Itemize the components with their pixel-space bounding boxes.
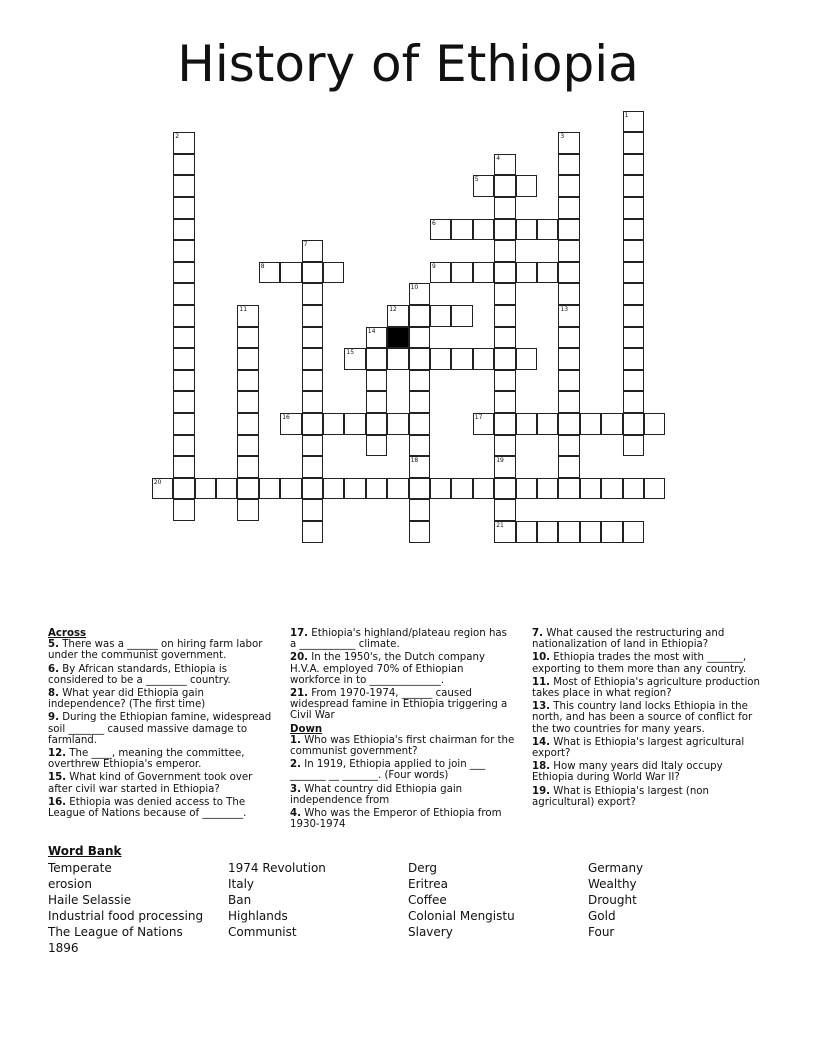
crossword-cell[interactable] [580, 478, 601, 500]
crossword-cell[interactable] [344, 478, 365, 500]
crossword-cell[interactable] [173, 413, 194, 435]
clue-number: 7. [532, 628, 543, 639]
crossword-cell[interactable] [558, 262, 579, 284]
crossword-cell[interactable] [558, 154, 579, 176]
crossword-cell[interactable] [494, 219, 515, 241]
crossword-cell[interactable] [409, 348, 430, 370]
clue-text: What kind of Government took over after civil war started in Ethiopia? [48, 772, 253, 795]
crossword-cell[interactable] [302, 262, 323, 284]
crossword-cell[interactable] [601, 478, 622, 500]
cell-number: 17 [474, 414, 483, 421]
across-header: Across [48, 628, 87, 639]
down-clue-list-continued [532, 628, 762, 808]
clue-number: 18. [532, 761, 551, 773]
cell-number: 5 [474, 176, 479, 184]
clue [48, 748, 278, 770]
crossword-cell[interactable] [173, 240, 194, 262]
crossword-cell[interactable] [623, 305, 644, 327]
crossword-cell[interactable] [237, 456, 258, 478]
clue-number: 12. [48, 748, 67, 760]
word-bank-entry: Derg [408, 861, 437, 875]
crossword-cell[interactable] [558, 478, 579, 500]
crossword-cell[interactable] [409, 435, 430, 457]
crossword-cell[interactable] [623, 111, 644, 133]
word-bank-entry: 1896 [48, 941, 79, 955]
crossword-cell[interactable] [173, 262, 194, 284]
crossword-cell[interactable] [623, 219, 644, 241]
crossword-cell[interactable] [623, 348, 644, 370]
crossword-cell[interactable] [580, 521, 601, 543]
crossword-cell[interactable] [494, 197, 515, 219]
clue-text: During the Ethiopian famine, widespread soil _______ caused massive damage to farmland. [48, 712, 272, 746]
crossword-cell[interactable] [173, 132, 194, 154]
crossword-cell[interactable] [323, 413, 344, 435]
crossword-cell[interactable] [558, 521, 579, 543]
cell-number: 4 [496, 154, 501, 162]
cell-number: 12 [389, 306, 397, 313]
crossword-cell[interactable] [237, 370, 258, 392]
clue [532, 786, 762, 808]
crossword-cell[interactable] [280, 478, 301, 500]
clue-text: What year did Ethiopia gain independence? (The first time) [48, 688, 206, 711]
crossword-cell[interactable] [516, 175, 537, 197]
crossword-cell[interactable] [173, 456, 194, 478]
crossword-cell[interactable] [494, 413, 515, 435]
clue-number: 4. [290, 808, 301, 820]
clue-number: 16. [48, 796, 67, 808]
crossword-cell[interactable] [259, 478, 280, 500]
crossword-cell[interactable] [173, 175, 194, 197]
crossword-cell[interactable] [216, 478, 237, 500]
clue [532, 737, 762, 759]
crossword-cell[interactable] [558, 197, 579, 219]
crossword-cell[interactable] [173, 219, 194, 241]
clue-number: 10. [532, 652, 551, 664]
crossword-cell[interactable] [451, 262, 472, 284]
page-title: History of Ethiopia [177, 35, 639, 93]
crossword-cell[interactable] [623, 391, 644, 413]
crossword-cell[interactable] [558, 132, 579, 154]
crossword-cell[interactable] [494, 521, 515, 543]
clue [290, 808, 515, 830]
clue-text: From 1970-1974, ______ caused widespread famine in Ethiopia triggering a Civil War [290, 688, 508, 722]
word-bank-entry: erosion [48, 877, 92, 891]
cell-number: 14 [367, 327, 376, 335]
crossword-cell[interactable] [409, 499, 430, 521]
crossword-cell[interactable] [237, 413, 258, 435]
crossword-cell[interactable] [644, 478, 665, 500]
crossword-cell[interactable] [409, 283, 430, 305]
cell-number: 8 [260, 262, 265, 270]
clue-text: What caused the restructuring and nationalization of land in Ethiopia? [532, 628, 725, 651]
crossword-cell[interactable] [558, 175, 579, 197]
word-bank-entry: Highlands [228, 909, 288, 923]
word-bank-entry: Ban [228, 893, 252, 907]
cell-number: 13 [560, 306, 569, 313]
clue-text: Who was the Emperor of Ethiopia from 1930-1974 [290, 808, 502, 831]
word-bank-entry: 1974 Revolution [228, 861, 326, 875]
crossword-cell[interactable] [473, 175, 494, 197]
crossword-cell[interactable] [623, 240, 644, 262]
crossword-cell[interactable] [237, 348, 258, 370]
crossword-cell[interactable] [537, 413, 558, 435]
crossword-cell[interactable] [173, 391, 194, 413]
crossword-cell[interactable] [558, 413, 579, 435]
word-bank-entry: Eritrea [408, 877, 448, 891]
crossword-cell[interactable] [558, 283, 579, 305]
crossword-cell[interactable] [473, 219, 494, 241]
clue-number: 11. [532, 676, 551, 688]
word-bank-entry: Italy [228, 877, 255, 891]
cell-number: 1 [624, 111, 629, 119]
clue [290, 652, 515, 686]
crossword-cell[interactable] [623, 435, 644, 457]
crossword-cell[interactable] [494, 283, 515, 305]
word-bank-entry: Gold [588, 909, 616, 923]
crossword-cell[interactable] [409, 456, 430, 478]
crossword-cell[interactable] [623, 283, 644, 305]
cell-number: 9 [432, 262, 436, 270]
crossword-cell[interactable] [494, 499, 515, 521]
crossword-cell[interactable] [302, 370, 323, 392]
word-bank-entry: Communist [228, 925, 297, 939]
word-bank-entry: Colonial Mengistu [408, 909, 515, 923]
crossword-cell[interactable] [473, 262, 494, 284]
crossword-cell[interactable] [494, 435, 515, 457]
across-clue-list [48, 639, 278, 819]
crossword-cell[interactable] [366, 348, 387, 370]
across-clue-list-continued [290, 628, 515, 722]
crossword-cell[interactable] [302, 348, 323, 370]
word-bank-entry: Coffee [408, 893, 447, 907]
crossword-cell[interactable] [302, 391, 323, 413]
crossword-cell[interactable] [366, 413, 387, 435]
crossword-cell[interactable] [623, 175, 644, 197]
crossword-cell[interactable] [537, 262, 558, 284]
clue-number: 5. [48, 639, 59, 651]
cell-number: 6 [432, 219, 436, 227]
crossword-cell[interactable] [494, 370, 515, 392]
clue-text: By African standards, Ethiopia is considered to be a ________ country. [48, 663, 231, 686]
crossword-cell[interactable] [387, 348, 408, 370]
crossword-cell[interactable] [280, 413, 301, 435]
crossword-cell[interactable] [302, 456, 323, 478]
word-bank-column [588, 860, 643, 940]
clue-number: 6. [48, 663, 59, 675]
crossword-cell[interactable] [344, 413, 365, 435]
crossword-cell[interactable] [494, 391, 515, 413]
crossword-cell[interactable] [237, 435, 258, 457]
crossword-cell[interactable] [173, 154, 194, 176]
crossword-cell[interactable] [323, 478, 344, 500]
crossword-cell[interactable] [430, 219, 451, 241]
crossword-cell[interactable] [302, 499, 323, 521]
crossword-cell[interactable] [601, 521, 622, 543]
crossword-cell[interactable] [537, 478, 558, 500]
crossword-cell[interactable] [558, 219, 579, 241]
crossword-cell[interactable] [237, 305, 258, 327]
clue-number: 9. [48, 712, 59, 724]
crossword-cell[interactable] [366, 478, 387, 500]
clue [532, 761, 762, 783]
crossword-cell[interactable] [516, 478, 537, 500]
crossword-cell[interactable] [195, 478, 216, 500]
clue-number: 13. [532, 701, 551, 713]
crossword-cell[interactable] [173, 435, 194, 457]
crossword-cell[interactable] [280, 262, 301, 284]
crossword-cell[interactable] [302, 305, 323, 327]
clue-text: What is Ethiopia's largest agricultural export? [532, 736, 745, 760]
crossword-cell[interactable] [558, 435, 579, 457]
word-bank-entry: The League of Nations [48, 925, 183, 939]
down-clue-list [290, 735, 515, 831]
cell-number: 20 [153, 478, 162, 486]
clue-text: How many years did Italy occupy Ethiopia during World War II? [532, 761, 723, 784]
clue-text: This country land locks Ethiopia in the north, and has been a source of conflict for the two countries for many years. [532, 701, 753, 735]
clue [532, 652, 762, 674]
clue [290, 628, 515, 650]
crossword-cell[interactable] [623, 327, 644, 349]
clues-column-1 [48, 628, 278, 821]
clue-text: Ethiopia trades the most with _______, exporting to them more than any country. [532, 652, 747, 675]
crossword-cell[interactable] [302, 283, 323, 305]
crossword-cell[interactable] [409, 478, 430, 500]
crossword-cell[interactable] [494, 262, 515, 284]
crossword-cell[interactable] [558, 305, 579, 327]
crossword-cell[interactable] [537, 521, 558, 543]
crossword-cell[interactable] [558, 240, 579, 262]
cell-number: 10 [410, 284, 419, 292]
cell-number: 18 [410, 457, 419, 465]
crossword-cell[interactable] [430, 305, 451, 327]
crossword-cell[interactable] [302, 413, 323, 435]
crossword-cell[interactable] [302, 435, 323, 457]
crossword-cell[interactable] [623, 413, 644, 435]
crossword-cell[interactable] [323, 262, 344, 284]
crossword-cell[interactable] [537, 219, 558, 241]
word-bank-column [408, 860, 515, 940]
crossword-cell[interactable] [558, 348, 579, 370]
crossword-cell[interactable] [494, 327, 515, 349]
crossword-cell[interactable] [302, 478, 323, 500]
word-bank-entry: Germany [588, 861, 644, 875]
cell-number: 15 [346, 349, 355, 357]
clue-number: 14. [532, 736, 551, 748]
clue-text: The ____, meaning the committee, overthrew Ethiopia's emperor. [48, 748, 245, 771]
crossword-cell[interactable] [451, 305, 472, 327]
crossword-cell[interactable] [494, 154, 515, 176]
crossword-cell[interactable] [516, 521, 537, 543]
clue [48, 688, 278, 710]
crossword-cell[interactable] [494, 478, 515, 500]
crossword-cell[interactable] [302, 521, 323, 543]
crossword-cell[interactable] [237, 391, 258, 413]
crossword-cell[interactable] [387, 413, 408, 435]
clue-text: Ethiopia was denied access to The League of Nations because of ________. [48, 796, 247, 820]
clue-text: What country did Ethiopia gain independence from [290, 783, 463, 806]
crossword-cell[interactable] [473, 413, 494, 435]
crossword-cell[interactable] [430, 262, 451, 284]
clue-number: 20. [290, 652, 309, 664]
cell-number: 11 [239, 306, 248, 313]
clue [290, 735, 515, 757]
crossword-cell[interactable] [387, 305, 408, 327]
clue [48, 639, 278, 661]
crossword-cell[interactable] [623, 154, 644, 176]
crossword-cell[interactable] [494, 305, 515, 327]
clue-number: 2. [290, 759, 301, 771]
crossword-cell[interactable] [558, 391, 579, 413]
clue-number: 21. [290, 688, 309, 700]
crossword-cell[interactable] [302, 240, 323, 262]
clue-number: 15. [48, 772, 67, 784]
crossword-cell[interactable] [473, 348, 494, 370]
crossword-cell[interactable] [366, 327, 387, 349]
clue-number: 3. [290, 783, 301, 795]
crossword-cell[interactable] [623, 197, 644, 219]
crossword-cell[interactable] [173, 327, 194, 349]
word-bank-entry: Slavery [408, 925, 453, 939]
clue [48, 772, 278, 794]
crossword-cell[interactable] [173, 305, 194, 327]
crossword-cell[interactable] [173, 283, 194, 305]
crossword-cell[interactable] [494, 456, 515, 478]
crossword-cell[interactable] [451, 219, 472, 241]
crossword-cell[interactable] [173, 478, 194, 500]
crossword-cell[interactable] [152, 478, 173, 500]
clue-text: Most of Ethiopia's agriculture production takes place in what region? [532, 676, 761, 700]
clue [290, 759, 515, 781]
crossword-cell[interactable] [494, 240, 515, 262]
cell-number: 16 [282, 414, 290, 421]
down-header: Down [290, 723, 323, 735]
crossword-cell[interactable] [451, 348, 472, 370]
cell-number: 2 [175, 133, 180, 141]
crossword-cell[interactable] [237, 327, 258, 349]
word-bank-entry: Drought [588, 893, 637, 907]
crossword-cell[interactable] [409, 413, 430, 435]
crossword-cell[interactable] [473, 478, 494, 500]
crossword-cell[interactable] [173, 197, 194, 219]
word-bank-entry: Wealthy [588, 877, 637, 891]
crossword-cell[interactable] [494, 175, 515, 197]
word-bank-entry: Industrial food processing [48, 909, 204, 923]
crossword-cell[interactable] [409, 370, 430, 392]
clue [48, 797, 278, 819]
crossword-cell[interactable] [409, 391, 430, 413]
crossword-cell[interactable] [623, 478, 644, 500]
clue-text: There was a ______ on hiring farm labor under the communist government. [48, 639, 263, 662]
word-bank-entry: Haile Selassie [48, 893, 132, 907]
crossword-cell[interactable] [430, 348, 451, 370]
word-bank-title: Word Bank [48, 844, 122, 858]
crossword-cell[interactable] [516, 262, 537, 284]
crossword-cell[interactable] [558, 327, 579, 349]
crossword-cell[interactable] [601, 413, 622, 435]
crossword-cell[interactable] [494, 348, 515, 370]
crossword-cell[interactable] [430, 478, 451, 500]
clue-number: 8. [48, 688, 59, 700]
crossword-black-square [387, 327, 408, 349]
crossword-cell[interactable] [366, 370, 387, 392]
clue-text: What is Ethiopia's largest (non agricultural) export? [532, 785, 709, 808]
crossword-cell[interactable] [387, 478, 408, 500]
clue-number: 17. [290, 628, 309, 639]
crossword-cell[interactable] [173, 348, 194, 370]
clue [290, 688, 515, 722]
crossword-cell[interactable] [366, 435, 387, 457]
crossword-cell[interactable] [623, 521, 644, 543]
crossword-cell[interactable] [644, 413, 665, 435]
word-bank-entry: Temperate [48, 861, 112, 875]
crossword-cell[interactable] [623, 262, 644, 284]
cell-number: 19 [496, 457, 504, 465]
clue-number: 19. [532, 785, 551, 797]
crossword-cell[interactable] [451, 478, 472, 500]
clue [48, 712, 278, 746]
crossword-cell[interactable] [302, 327, 323, 349]
clue-text: Who was Ethiopia's first chairman for the communist government? [290, 734, 515, 758]
clue [532, 628, 762, 650]
crossword-cell[interactable] [580, 413, 601, 435]
crossword-cell[interactable] [516, 413, 537, 435]
crossword-cell[interactable] [409, 521, 430, 543]
crossword-cell[interactable] [173, 499, 194, 521]
clues-column-3 [532, 628, 762, 810]
crossword-cell[interactable] [623, 370, 644, 392]
word-bank-column [228, 860, 326, 940]
crossword-cell[interactable] [558, 370, 579, 392]
clue [532, 701, 762, 735]
clue-text: In the 1950's, the Dutch company H.V.A. employed 70% of Ethiopian workforce in to ______________. [290, 652, 485, 686]
cell-number: 7 [303, 241, 308, 249]
crossword-cell[interactable] [366, 391, 387, 413]
crossword-cell[interactable] [516, 348, 537, 370]
crossword-cell[interactable] [344, 348, 365, 370]
crossword-cell[interactable] [516, 219, 537, 241]
crossword-cell[interactable] [237, 478, 258, 500]
crossword-cell[interactable] [558, 456, 579, 478]
crossword-cell[interactable] [623, 132, 644, 154]
clue [532, 677, 762, 699]
clue [290, 784, 515, 806]
crossword-cell[interactable] [409, 327, 430, 349]
crossword-cell[interactable] [259, 262, 280, 284]
word-bank-entry: Four [588, 925, 615, 939]
cell-number: 3 [560, 133, 565, 141]
clue-number: 1. [290, 734, 301, 746]
clue-text: In 1919, Ethiopia applied to join ___ _______ __ _______. (Four words) [290, 759, 486, 782]
clue [48, 664, 278, 686]
word-bank-column [48, 860, 203, 956]
crossword-cell[interactable] [237, 499, 258, 521]
clue-text: Ethiopia's highland/plateau region has a ___________ climate. [290, 628, 507, 651]
cell-number: 21 [496, 522, 504, 529]
crossword-cell[interactable] [409, 305, 430, 327]
crossword-cell[interactable] [173, 370, 194, 392]
clues-column-2 [290, 628, 515, 832]
